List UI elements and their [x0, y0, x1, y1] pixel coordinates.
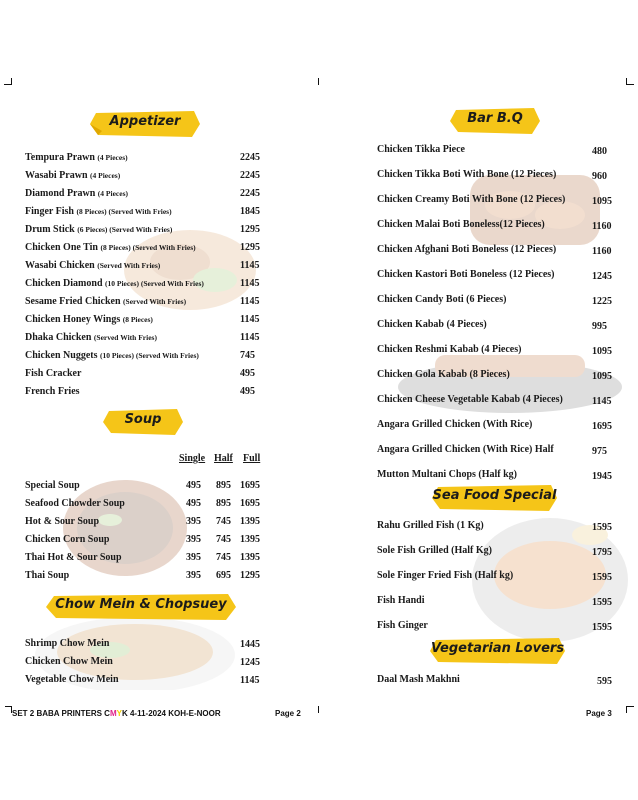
menu-price: 1095 [592, 371, 612, 382]
menu-price: 1145 [240, 278, 260, 289]
menu-item: Chicken Candy Boti (6 Pieces) [377, 294, 507, 305]
menu-item: Chicken Creamy Boti With Bone (12 Pieces) [377, 194, 566, 205]
menu-price: 2245 [240, 188, 260, 199]
page-number-right: Page 3 [586, 709, 612, 718]
menu-item: Chicken Diamond (10 Pieces) (Served With Fries) [25, 278, 204, 289]
menu-price: 975 [592, 446, 607, 457]
menu-item: Chicken Chow Mein [25, 656, 113, 667]
soup-header-full: Full [243, 453, 261, 464]
menu-item: Chicken Malai Boti Boneless(12 Pieces) [377, 219, 545, 230]
menu-price: 495 [240, 368, 255, 379]
menu-item: Shrimp Chow Mein [25, 638, 110, 649]
menu-item: Chicken Kabab (4 Pieces) [377, 319, 487, 330]
menu-price: 1095 [592, 346, 612, 357]
menu-item: Finger Fish (8 Pieces) (Served With Fries) [25, 206, 172, 217]
menu-item: Wasabi Chicken (Served With Fries) [25, 260, 161, 271]
menu-price: 1145 [240, 314, 260, 325]
menu-item: Wasabi Prawn (4 Pieces) [25, 170, 121, 181]
chowmein-banner [46, 594, 236, 620]
vegetarian-banner [430, 638, 565, 664]
menu-item: Angara Grilled Chicken (With Rice) [377, 419, 533, 430]
menu-item: Fish Cracker [25, 368, 82, 379]
menu-price: 2245 [240, 170, 260, 181]
soup-full-price: 1395 [240, 516, 260, 527]
menu-item: Fish Ginger [377, 620, 428, 631]
soup-single-price: 395 [186, 516, 201, 527]
menu-item: Chicken Tikka Boti With Bone (12 Pieces) [377, 169, 557, 180]
soup-half-price: 745 [216, 534, 231, 545]
menu-price: 1595 [592, 597, 612, 608]
menu-item: Chicken Cheese Vegetable Kabab (4 Pieces) [377, 394, 563, 405]
soup-item: Thai Hot & Sour Soup [25, 552, 122, 563]
menu-item: Chicken Gola Kabab (8 Pieces) [377, 369, 510, 380]
menu-item: Chicken Honey Wings (8 Pieces) [25, 314, 153, 325]
menu-item: Chicken Reshmi Kabab (4 Pieces) [377, 344, 522, 355]
menu-price: 1595 [592, 572, 612, 583]
menu-item: Drum Stick (6 Pieces) (Served With Fries) [25, 224, 173, 235]
menu-price: 595 [597, 676, 612, 687]
crop-mark [318, 706, 319, 713]
menu-item: Sesame Fried Chicken (Served With Fries) [25, 296, 187, 307]
soup-single-price: 495 [186, 480, 201, 491]
menu-item: French Fries [25, 386, 80, 397]
menu-price: 1145 [240, 675, 260, 686]
vegetarian-heading: Vegetarian Lovers [430, 641, 565, 656]
page-number-left: Page 2 [275, 709, 301, 718]
menu-price: 1245 [592, 271, 612, 282]
menu-price: 1160 [592, 246, 612, 257]
soup-single-price: 495 [186, 498, 201, 509]
soup-single-price: 395 [186, 570, 201, 581]
menu-price: 1245 [240, 657, 260, 668]
menu-price: 1595 [592, 522, 612, 533]
soup-heading: Soup [124, 412, 162, 427]
soup-item: Special Soup [25, 480, 80, 491]
crop-mark [626, 84, 634, 85]
menu-price: 960 [592, 171, 607, 182]
crop-mark [626, 706, 627, 713]
menu-price: 1445 [240, 639, 260, 650]
menu-price: 1295 [240, 242, 260, 253]
soup-full-price: 1395 [240, 552, 260, 563]
menu-item: Angara Grilled Chicken (With Rice) Half [377, 444, 554, 455]
soup-banner [103, 409, 183, 435]
menu-item: Sole Finger Fried Fish (Half kg) [377, 570, 514, 581]
crop-mark [318, 78, 319, 85]
menu-price: 480 [592, 146, 607, 157]
soup-half-price: 745 [216, 516, 231, 527]
menu-item: Rahu Grilled Fish (1 Kg) [377, 520, 484, 531]
menu-item: Chicken Nuggets (10 Pieces) (Served With Fries) [25, 350, 199, 361]
yellow-letter: Y [116, 709, 122, 718]
soup-item: Seafood Chowder Soup [25, 498, 125, 509]
soup-full-price: 1295 [240, 570, 260, 581]
menu-item: Tempura Prawn (4 Pieces) [25, 152, 128, 163]
menu-item: Dhaka Chicken (Served With Fries) [25, 332, 157, 343]
menu-item: Chicken Afghani Boti Boneless (12 Pieces) [377, 244, 557, 255]
menu-price: 1945 [592, 471, 612, 482]
soup-item: Thai Soup [25, 570, 70, 581]
soup-item: Chicken Corn Soup [25, 534, 110, 545]
menu-price: 1145 [240, 296, 260, 307]
menu-price: 1795 [592, 547, 612, 558]
menu-item: Chicken Tikka Piece [377, 144, 465, 155]
menu-item: Chicken One Tin (8 Pieces) (Served With Fries) [25, 242, 196, 253]
soup-header-half: Half [214, 453, 233, 464]
soup-half-price: 895 [216, 498, 231, 509]
soup-full-price: 1695 [240, 498, 260, 509]
magenta-letter: M [109, 709, 117, 718]
menu-price: 1845 [240, 206, 260, 217]
printer-imprint: SET 2 BABA PRINTERS CMYK 4-11-2024 KOH-E-NOOR [12, 709, 221, 718]
menu-item: Diamond Prawn (4 Pieces) [25, 188, 128, 199]
soup-single-price: 395 [186, 534, 201, 545]
soup-half-price: 695 [216, 570, 231, 581]
menu-price: 495 [240, 386, 255, 397]
soup-full-price: 1395 [240, 534, 260, 545]
crop-mark [4, 84, 11, 85]
menu-price: 1225 [592, 296, 612, 307]
menu-price: 1295 [240, 224, 260, 235]
menu-price: 745 [240, 350, 255, 361]
soup-item: Hot & Sour Soup [25, 516, 100, 527]
appetizer-heading: Appetizer [109, 114, 181, 129]
menu-price: 2245 [240, 152, 260, 163]
menu-price: 1160 [592, 221, 612, 232]
menu-price: 1695 [592, 421, 612, 432]
seafood-banner [432, 485, 557, 511]
soup-half-price: 745 [216, 552, 231, 563]
menu-item: Fish Handi [377, 595, 425, 606]
menu-price: 1095 [592, 196, 612, 207]
menu-item: Sole Fish Grilled (Half Kg) [377, 545, 492, 556]
bbq-heading: Bar B.Q [467, 111, 523, 126]
soup-header-single: Single [179, 453, 206, 464]
bbq-banner [450, 108, 540, 134]
appetizer-banner [90, 111, 200, 137]
soup-full-price: 1695 [240, 480, 260, 491]
crop-mark [11, 78, 12, 85]
menu-item: Vegetable Chow Mein [25, 674, 119, 685]
chowmein-heading: Chow Mein & Chopsuey [55, 597, 227, 612]
menu-price: 1145 [592, 396, 612, 407]
menu-item: Chicken Kastori Boti Boneless (12 Pieces) [377, 269, 555, 280]
soup-half-price: 895 [216, 480, 231, 491]
menu-item: Daal Mash Makhni [377, 674, 460, 685]
menu-price: 1595 [592, 622, 612, 633]
soup-single-price: 395 [186, 552, 201, 563]
menu-price: 1145 [240, 332, 260, 343]
menu-price: 995 [592, 321, 607, 332]
seafood-heading: Sea Food Special [432, 488, 557, 503]
menu-item: Mutton Multani Chops (Half kg) [377, 469, 518, 480]
menu-price: 1145 [240, 260, 260, 271]
crop-mark [626, 706, 634, 707]
